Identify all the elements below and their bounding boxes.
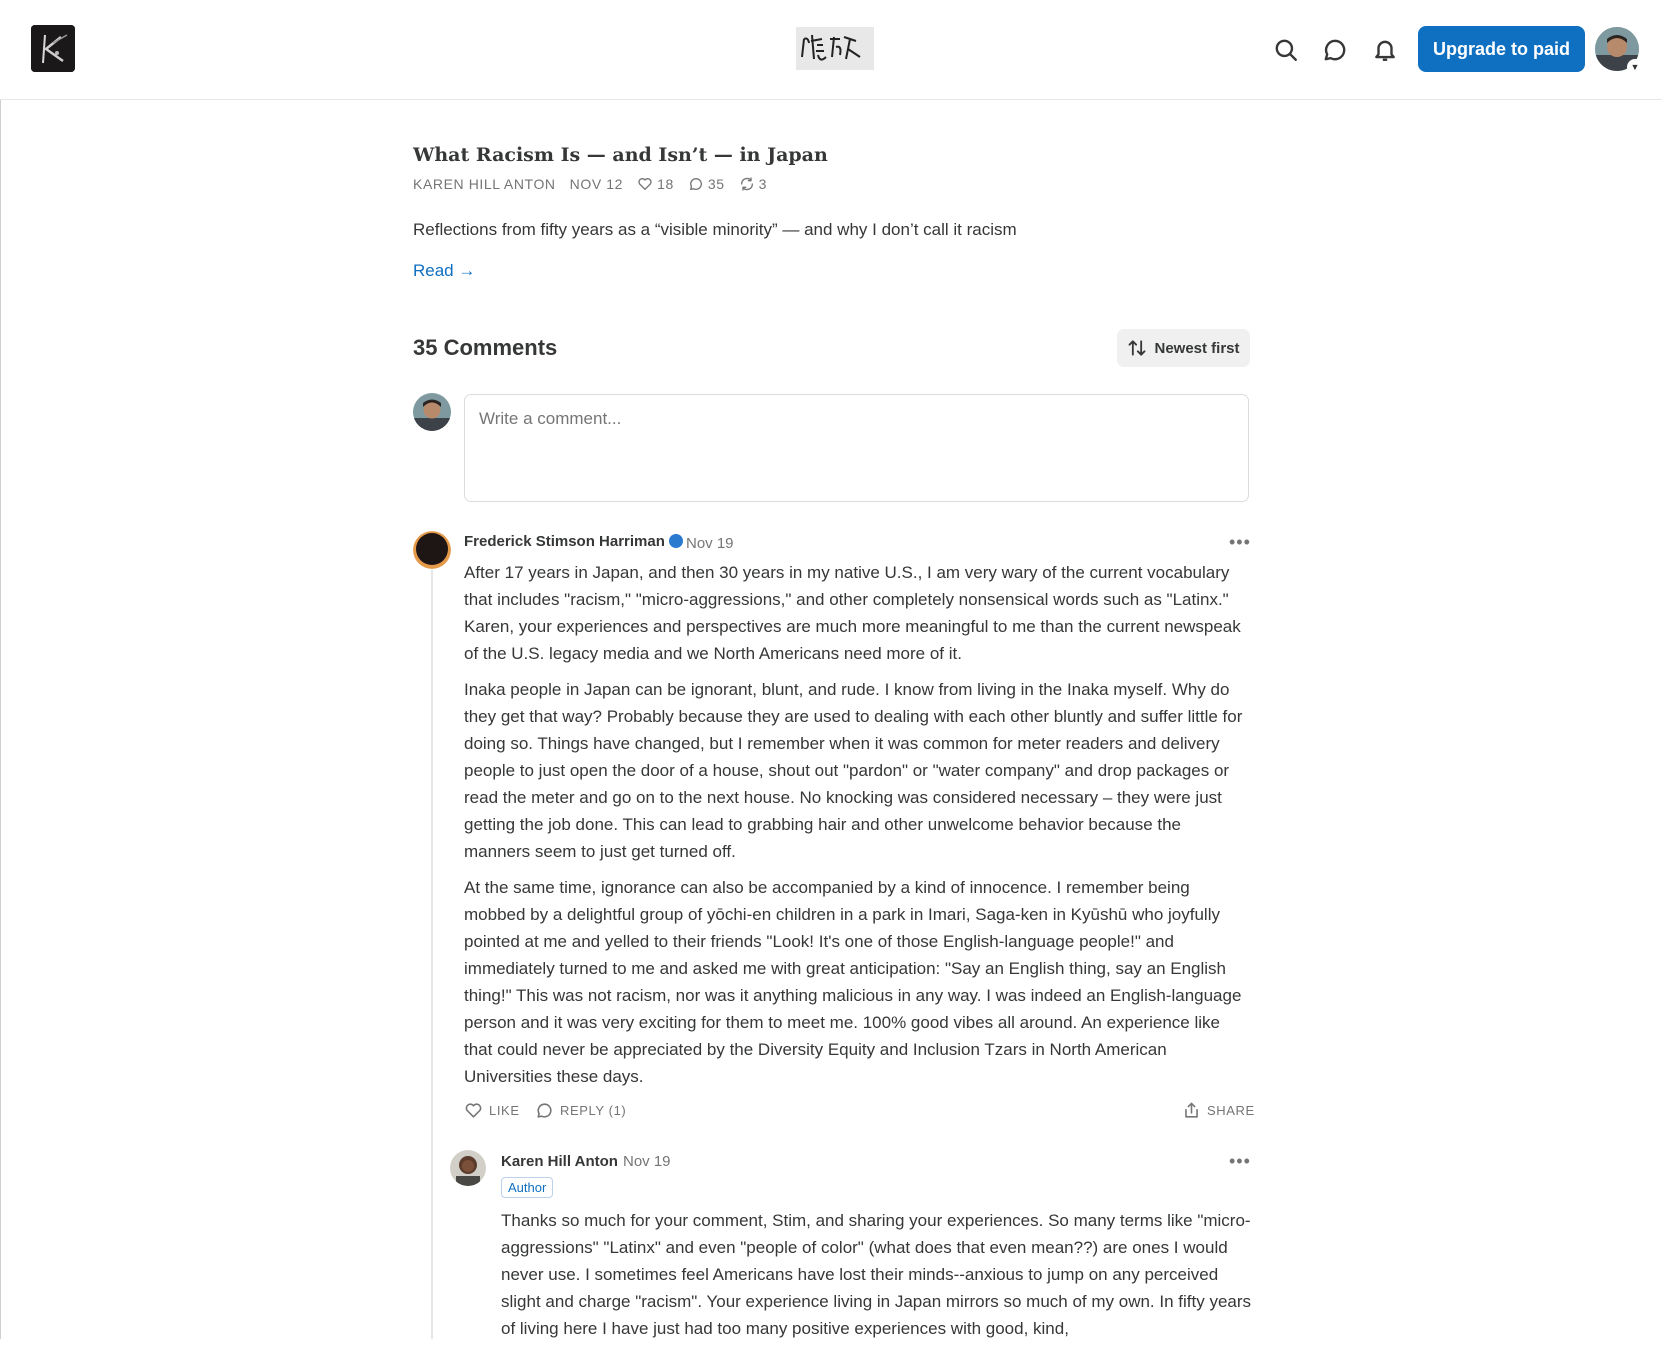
comment-paragraph: Inaka people in Japan can be ignorant, blunt, and rude. I know from living in the Inaka myself. Why do they get that way? Probably because they are used to dealing with each other bluntly and suffer little for doing so. Things have changed, but I remember when it was common for meter readers and delivery people to just open the door of a house, shout out "pardon" or "water company" and drop packages or read the meter and go on to the next house. No knocking was considered necessary – they were just getting the job done. This can lead to grabbing hair and other unwelcome behavior because the manners seem to just get turned off. xyxy=(464,680,1243,861)
more-options-icon[interactable]: ••• xyxy=(1229,1151,1251,1171)
post-subtitle: Reflections from fifty years as a “visible minority” — and why I don’t call it racism xyxy=(413,220,1017,239)
like-button[interactable] xyxy=(464,1101,520,1120)
current-user-avatar xyxy=(413,393,451,431)
restack-icon xyxy=(739,176,755,192)
post-author[interactable]: KAREN HILL ANTON xyxy=(413,176,556,192)
share-label: SHARE xyxy=(1207,1103,1255,1118)
verified-badge-icon xyxy=(669,534,683,548)
restack-count[interactable] xyxy=(739,176,767,192)
comment-icon xyxy=(535,1101,554,1120)
reply-button[interactable] xyxy=(535,1101,626,1120)
post-title[interactable]: What Racism Is — and Isn’t — in Japan xyxy=(413,144,828,166)
read-link[interactable]: Read → xyxy=(413,261,476,280)
like-count[interactable] xyxy=(637,176,674,192)
chevron-down-icon[interactable]: ▼ xyxy=(1627,59,1643,75)
top-bar xyxy=(0,0,1662,100)
comment-icon xyxy=(688,176,704,192)
reply-body xyxy=(501,1207,1253,1351)
more-options-icon[interactable]: ••• xyxy=(1229,532,1251,552)
bell-icon[interactable] xyxy=(1372,37,1398,63)
upgrade-button[interactable]: Upgrade to paid xyxy=(1418,26,1585,72)
comment-paragraph: After 17 years in Japan, and then 30 years in my native U.S., I am very wary of the current vocabulary that includes "racism," "micro-aggressions," and other completely nonsensical words such as "Latinx." Karen, your experiences and perspectives are much more meaningful to me than the current newspeak of the U.S. legacy media and we North Americans need more of it. xyxy=(464,563,1241,663)
share-icon xyxy=(1182,1101,1201,1120)
comment-input[interactable] xyxy=(464,394,1249,502)
post-meta xyxy=(413,176,767,192)
heart-icon xyxy=(464,1101,483,1120)
reply-date[interactable]: Nov 19 xyxy=(623,1153,671,1170)
commenter-avatar[interactable] xyxy=(413,531,451,569)
author-avatar[interactable] xyxy=(450,1150,486,1186)
thread-line xyxy=(431,570,433,1339)
comment-count-value: 35 xyxy=(707,176,725,192)
reply-author-name[interactable]: Karen Hill Anton xyxy=(501,1153,618,1170)
chat-icon[interactable] xyxy=(1322,37,1348,63)
comment-count[interactable] xyxy=(688,176,725,192)
sort-icon xyxy=(1127,338,1147,358)
heart-icon xyxy=(637,176,653,192)
sort-label: Newest first xyxy=(1154,339,1240,357)
comment-body xyxy=(464,559,1249,1099)
comment-paragraph: At the same time, ignorance can also be accompanied by a kind of innocence. I remember being mobbed by a delightful group of yōchi-en children in a park in Imari, Saga-ken in Kyūshū who joyfully pointed at me and yelled to their friends "Look! It's one of those English-language people!" and immediately turned to me and asked me with great anticipation: "Say an English thing, say an English thing!" This was not racism, nor was it anything malicious in any way. I was indeed an English-language person and it was very exciting for them to meet me. 100% good vibes all around. An experience like that could never be appreciated by the Diversity Equity and Inclusion Tzars in North American Universities these days. xyxy=(464,878,1242,1086)
post-date: NOV 12 xyxy=(569,176,624,192)
comment-date[interactable]: Nov 19 xyxy=(686,535,734,552)
reply-label: REPLY (1) xyxy=(560,1103,627,1118)
like-label: LIKE xyxy=(489,1103,520,1118)
like-count-value: 18 xyxy=(657,176,674,192)
commenter-name[interactable] xyxy=(464,533,683,550)
author-badge: Author xyxy=(501,1177,553,1198)
sort-button[interactable] xyxy=(1117,329,1250,367)
reply-paragraph: Thanks so much for your comment, Stim, and sharing your experiences. So many terms like "micro-aggressions" "Latinx" and even "people of color" (what does that even mean??) are ones I would never use. I sometimes feel Americans have lost their minds--anxious to jump on any perceived slight and charge "racism". Your experience living in Japan mirrors so much of my own. In fifty years of living here I have just had too many positive experiences with good, kind, xyxy=(501,1211,1252,1338)
share-button[interactable] xyxy=(1182,1101,1255,1120)
publication-logo[interactable] xyxy=(31,25,75,72)
search-icon[interactable] xyxy=(1273,37,1299,63)
window-edge xyxy=(0,0,1,1339)
comments-title: 35 Comments xyxy=(413,335,558,360)
signature-logo[interactable] xyxy=(796,27,874,70)
restack-count-value: 3 xyxy=(758,176,768,192)
commenter-name-text: Frederick Stimson Harriman xyxy=(464,533,665,550)
